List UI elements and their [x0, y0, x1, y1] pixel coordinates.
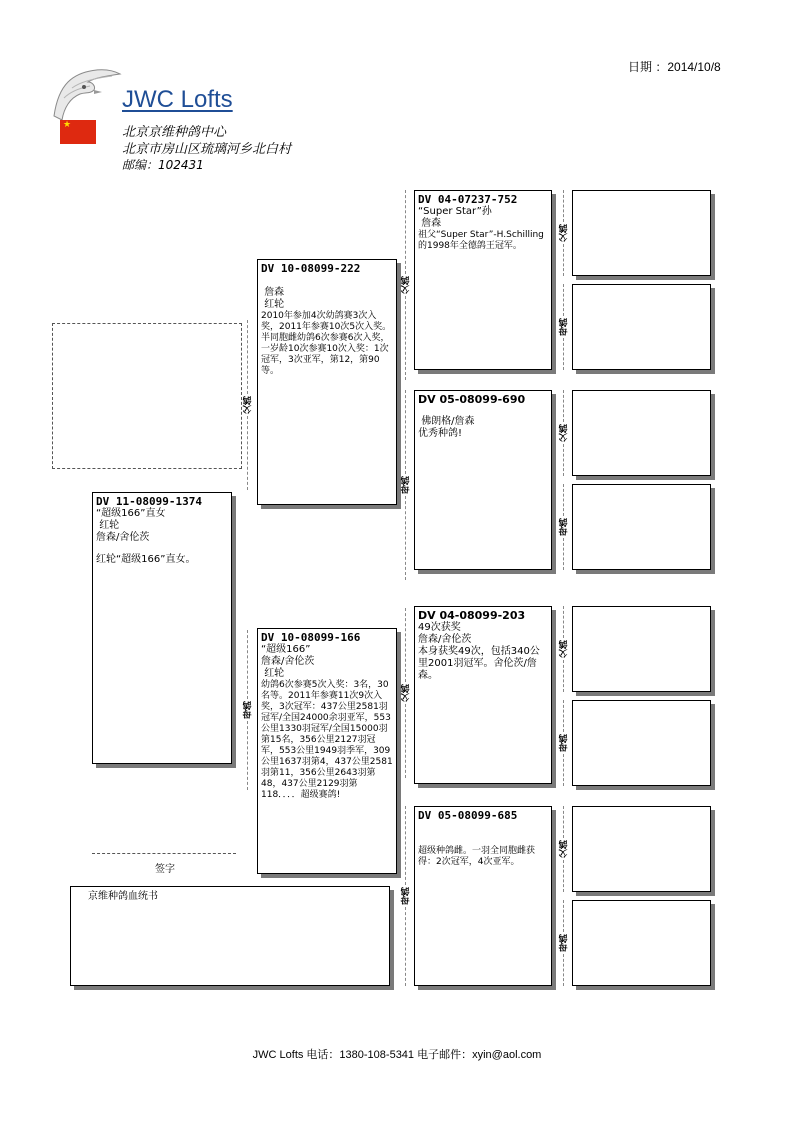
dam-sire-label: 父鸽 — [400, 608, 412, 778]
sire-sire-box — [414, 190, 552, 370]
photo-placeholder — [52, 323, 242, 469]
gg5-label: 父鸽 — [558, 606, 570, 692]
sire-dam-box — [414, 390, 552, 570]
gg7-label: 父鸽 — [558, 806, 570, 892]
dam-sire-note: 本身获奖49次，包括340公里2001羽冠军。舍伦茨/詹森。 — [418, 646, 540, 681]
org-name: 北京京维种鸽中心 — [122, 125, 227, 140]
dam-line1: “超级166” — [261, 644, 311, 655]
sire-ring: DV 10-08099-222 — [261, 262, 361, 275]
gg-box-6 — [572, 700, 711, 786]
dam-sire-ring: DV 04-08099-203 — [418, 609, 526, 622]
gg2-label: 母鸽 — [558, 284, 570, 370]
dam-dam-note: 超级种鸽雌。一羽全同胞雌获得：2次冠军，4次亚军。 — [418, 846, 536, 867]
dam-dam-label: 母鸽 — [400, 806, 412, 986]
gg-box-7 — [572, 806, 711, 892]
gg8-label: 母鸽 — [558, 900, 570, 986]
subject-line1: “超级166”直女 — [96, 508, 166, 519]
subject-line2: 红轮 — [96, 520, 120, 531]
date-label: 日期 ： — [628, 60, 668, 74]
sire-sire-ring: DV 04-07237-752 — [418, 193, 518, 206]
china-flag-icon: ★ — [60, 120, 96, 144]
certificate-box — [70, 886, 390, 986]
gg-box-4 — [572, 484, 711, 570]
dam-dam-box — [414, 806, 552, 986]
gg1-label: 父鸽 — [558, 190, 570, 276]
subject-line3: 詹森/舍伦茨 — [96, 532, 150, 543]
dam-sire-line1: 49次获奖 — [418, 622, 461, 633]
gg-box-1 — [572, 190, 711, 276]
dam-line2: 詹森/舍伦茨 — [261, 656, 315, 667]
sire-dam-label: 母鸽 — [400, 390, 412, 580]
sire-line2: 红轮 — [261, 299, 285, 310]
gg-box-5 — [572, 606, 711, 692]
sire-note: 2010年参加4次幼鸽赛3次入奖，2011年参赛10次5次入奖。半同胞雌幼鸽6次参赛6次入奖，一岁龄10次参赛10次入奖：1次冠军，3次亚军，第12，第90等。 — [261, 311, 392, 376]
dam-sire-line2: 詹森/舍伦茨 — [418, 634, 472, 645]
gg6-label: 母鸽 — [558, 700, 570, 786]
org-address: 北京市房山区琉璃河乡北白村 — [122, 142, 292, 157]
date-value: 2014/10/8 — [667, 60, 721, 74]
sire-label: 父鸽 — [242, 320, 254, 490]
dam-dam-ring: DV 05-08099-685 — [418, 809, 518, 822]
sire-dam-line1: 佛朗格/詹森 — [418, 416, 475, 427]
sire-sire-line1: “Super Star”孙 — [418, 206, 492, 217]
gg-box-8 — [572, 900, 711, 986]
dam-line3: 红轮 — [261, 668, 285, 679]
gg4-label: 母鸽 — [558, 484, 570, 570]
gg-box-2 — [572, 284, 711, 370]
dam-sire-box — [414, 606, 552, 784]
gg3-label: 父鸽 — [558, 390, 570, 476]
subject-ring: DV 11-08099-1374 — [96, 495, 202, 508]
dam-box — [257, 628, 397, 874]
brand-name: JWC Lofts — [122, 86, 233, 113]
dam-ring: DV 10-08099-166 — [261, 631, 361, 644]
sire-dam-line2: 优秀种鸽! — [418, 428, 463, 439]
sire-sire-line2: 詹森 — [418, 218, 442, 229]
sire-sire-note: 祖父“Super Star”-H.Schilling的1998年全德鸽王冠军。 — [418, 230, 544, 251]
sire-line1: 詹森 — [261, 287, 285, 298]
gg-box-3 — [572, 390, 711, 476]
org-postcode: 邮编：102431 — [122, 158, 204, 172]
sire-sire-label: 父鸽 — [400, 190, 412, 380]
pigeon-logo-icon — [50, 68, 126, 124]
sire-dam-ring: DV 05-08099-690 — [418, 393, 526, 406]
footer-contact: JWC Lofts 电话：1380-108-5341 电子邮件：xyin@aol.com — [252, 1049, 542, 1061]
signature-line — [92, 853, 236, 854]
subject-box — [92, 492, 232, 764]
sire-box — [257, 259, 397, 505]
signature-label: 签字 — [155, 864, 175, 875]
dam-note: 幼鸽6次参赛5次入奖：3名，30名等。2011年参赛11次9次入奖，3次冠军：437公里2581羽冠军/全国24000余羽亚军，553公里1330羽冠军/全国15000羽第15名，356公里2127羽冠军，553公里1949羽季军，309公里1637羽第4，437公里2581羽第11，356公里2643羽第48，437公里2129羽第118．．．．超级赛鸽! — [261, 680, 393, 800]
dam-label: 母鸽 — [242, 630, 254, 790]
subject-line4: 红轮“超级166”直女。 — [96, 554, 196, 565]
certificate-title: 京维种鸽血统书 — [88, 891, 158, 902]
print-date — [628, 58, 721, 75]
